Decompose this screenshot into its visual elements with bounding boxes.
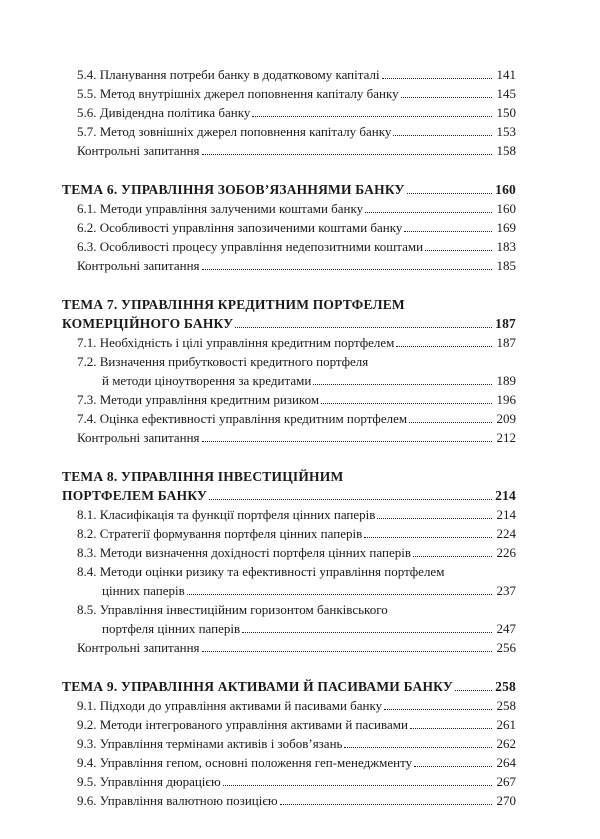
toc-entry-label: Контрольні запитання [77, 143, 200, 158]
toc-page-number: 160 [496, 201, 516, 216]
toc-page-number: 169 [496, 220, 516, 235]
toc-entry-label: 9.5. Управління дюрацією [77, 774, 221, 789]
toc-entry [62, 734, 516, 753]
toc-entry [62, 543, 516, 562]
toc-entry-label: 7.1. Необхідність і цілі управління кредитним портфелем [77, 335, 395, 350]
dot-leader [413, 555, 492, 557]
toc-page-number: 214 [496, 507, 516, 522]
toc-page-number: 264 [496, 755, 516, 770]
toc-entry [62, 199, 516, 218]
toc-entry [62, 103, 516, 122]
toc-entry [62, 715, 516, 734]
toc-entry-label-continued: портфеля цінних паперів [102, 621, 241, 636]
dot-leader [414, 765, 492, 767]
toc-entry [62, 753, 516, 772]
toc-section-theme9 [62, 677, 516, 810]
toc-entry [62, 638, 516, 657]
toc-page-number: 187 [496, 335, 516, 350]
toc-entry-label: 7.2. Визначення прибутковості кредитного портфеля [77, 354, 369, 369]
toc-page-number: 145 [496, 86, 516, 101]
toc-entry [62, 428, 516, 447]
toc-entry-label: 7.4. Оцінка ефективності управління кредитним портфелем [77, 411, 408, 426]
toc-entry [62, 390, 516, 409]
toc-entry [62, 791, 516, 810]
toc-entry-label: 8.1. Класифікація та функції портфеля цінних паперів [77, 507, 376, 522]
toc-entry [62, 409, 516, 428]
dot-leader [455, 689, 492, 691]
toc-section-theme8 [62, 467, 516, 657]
toc-page-number: 212 [496, 430, 516, 445]
toc-entry-label: Контрольні запитання [77, 430, 200, 445]
toc-entry-label: 5.7. Метод зовнішніх джерел поповнення капіталу банку [77, 124, 392, 139]
toc-page-number: 209 [496, 411, 516, 426]
dot-leader [409, 421, 492, 423]
toc-entry-label: 9.3. Управління термінами активів і зобов’язань [77, 736, 343, 751]
toc-entry [62, 141, 516, 160]
dot-leader [425, 249, 492, 251]
toc-page-number: 226 [496, 545, 516, 560]
toc-page-number: 183 [496, 239, 516, 254]
toc-entry-label: 8.2. Стратегії формування портфеля цінних паперів [77, 526, 363, 541]
dot-leader [242, 631, 492, 633]
toc-page-number: 270 [496, 793, 516, 808]
toc-entry [62, 581, 516, 600]
toc-page-number: 224 [496, 526, 516, 541]
toc-entry-label-continued: й методи ціноутворення за кредитами [102, 373, 312, 388]
toc-page-number: 158 [496, 143, 516, 158]
toc-page-number: 153 [496, 124, 516, 139]
toc-theme-heading [62, 677, 516, 696]
dot-leader [401, 96, 492, 98]
toc-theme-heading [62, 180, 516, 199]
toc-page-number: 185 [496, 258, 516, 273]
dot-leader [280, 803, 492, 805]
toc-entry [62, 122, 516, 141]
toc-page-number: 256 [496, 640, 516, 655]
dot-leader [321, 402, 492, 404]
dot-leader [209, 498, 492, 500]
dot-leader [344, 746, 492, 748]
toc-entry-label: 6.1. Методи управління залученими коштами банку [77, 201, 364, 216]
toc-page-number: 247 [496, 621, 516, 636]
toc-page-number: 267 [496, 774, 516, 789]
toc-entry-label: 6.3. Особливості процесу управління недепозитними коштами [77, 239, 424, 254]
toc-entry-label: 9.2. Методи інтегрованого управління активами й пасивами [77, 717, 408, 732]
toc-entry [62, 696, 516, 715]
toc-entry-label: 7.3. Методи управління кредитним ризиком [77, 392, 320, 407]
dot-leader [407, 192, 492, 194]
toc-page-number: 258 [496, 698, 516, 713]
toc-section-theme6 [62, 180, 516, 275]
toc-entry-label: 9.1. Підходи до управління активами й пасивами банку [77, 698, 383, 713]
toc-page-number: 187 [495, 316, 516, 331]
toc-entry [62, 371, 516, 390]
dot-leader [313, 383, 492, 385]
toc-entry-label: 9.6. Управління валютною позицією [77, 793, 278, 808]
toc-theme-title-continued: ПОРТФЕЛЕМ БАНКУ [62, 488, 208, 503]
dot-leader [235, 326, 492, 328]
toc-page-number: 150 [496, 105, 516, 120]
toc-page-number: 258 [495, 679, 516, 694]
toc-entry-label: 6.2. Особливості управління запозиченими коштами банку [77, 220, 403, 235]
toc-page-number: 141 [496, 67, 516, 82]
dot-leader [364, 536, 492, 538]
toc-entry [62, 772, 516, 791]
toc-entry [62, 218, 516, 237]
toc-page-number: 196 [496, 392, 516, 407]
dot-leader [396, 345, 492, 347]
toc-entry-label: 5.5. Метод внутрішніх джерел поповнення капіталу банку [77, 86, 399, 101]
toc-entry [62, 333, 516, 352]
toc-entry-label: 5.6. Дивідендна політика банку [77, 105, 251, 120]
toc-entry [62, 84, 516, 103]
toc-page-number: 237 [496, 583, 516, 598]
dot-leader [202, 650, 492, 652]
toc-theme-heading [62, 486, 516, 505]
toc-entry [62, 65, 516, 84]
dot-leader [187, 593, 492, 595]
dot-leader [384, 708, 492, 710]
dot-leader [202, 440, 492, 442]
dot-leader [223, 784, 492, 786]
toc-page-number: 160 [495, 182, 516, 197]
toc-theme-title: ТЕМА 9. УПРАВЛІННЯ АКТИВАМИ Й ПАСИВАМИ БАНКУ [62, 679, 453, 694]
toc-entry [62, 619, 516, 638]
dot-leader [410, 727, 492, 729]
toc-theme-title-continued: КОМЕРЦІЙНОГО БАНКУ [62, 316, 234, 331]
toc-entry [62, 524, 516, 543]
dot-leader [393, 134, 492, 136]
toc-entry [62, 256, 516, 275]
dot-leader [202, 268, 492, 270]
dot-leader [365, 211, 492, 213]
dot-leader [252, 115, 492, 117]
toc-entry-label-continued: цінних паперів [102, 583, 185, 598]
toc-entry [62, 505, 516, 524]
toc-page-number: 214 [495, 488, 516, 503]
toc-page-number: 261 [496, 717, 516, 732]
toc-section-theme7 [62, 295, 516, 447]
toc-page-number: 189 [496, 373, 516, 388]
dot-leader [377, 517, 492, 519]
toc-theme-title: ТЕМА 6. УПРАВЛІННЯ ЗОБОВ’ЯЗАННЯМИ БАНКУ [62, 182, 405, 197]
toc-entry-label: Контрольні запитання [77, 640, 200, 655]
toc-theme-heading [62, 314, 516, 333]
dot-leader [382, 77, 492, 79]
toc-theme-title: ТЕМА 7. УПРАВЛІННЯ КРЕДИТНИМ ПОРТФЕЛЕМ [62, 297, 405, 312]
table-of-contents [62, 65, 516, 830]
toc-entry-label: Контрольні запитання [77, 258, 200, 273]
toc-entry-label: 8.3. Методи визначення дохідності портфеля цінних паперів [77, 545, 411, 560]
toc-entry-label: 8.4. Методи оцінки ризику та ефективності управління портфелем [77, 564, 445, 579]
toc-section-theme5-continued [62, 65, 516, 160]
dot-leader [404, 230, 492, 232]
toc-entry-label: 9.4. Управління гепом, основні положення геп-менеджменту [77, 755, 413, 770]
dot-leader [202, 153, 492, 155]
toc-page-number: 262 [496, 736, 516, 751]
toc-entry [62, 237, 516, 256]
toc-theme-title: ТЕМА 8. УПРАВЛІННЯ ІНВЕСТИЦІЙНИМ [62, 469, 344, 484]
toc-entry-label: 5.4. Планування потреби банку в додатковому капіталі [77, 67, 380, 82]
toc-entry-label: 8.5. Управління інвестиційним горизонтом банківського [77, 602, 388, 617]
